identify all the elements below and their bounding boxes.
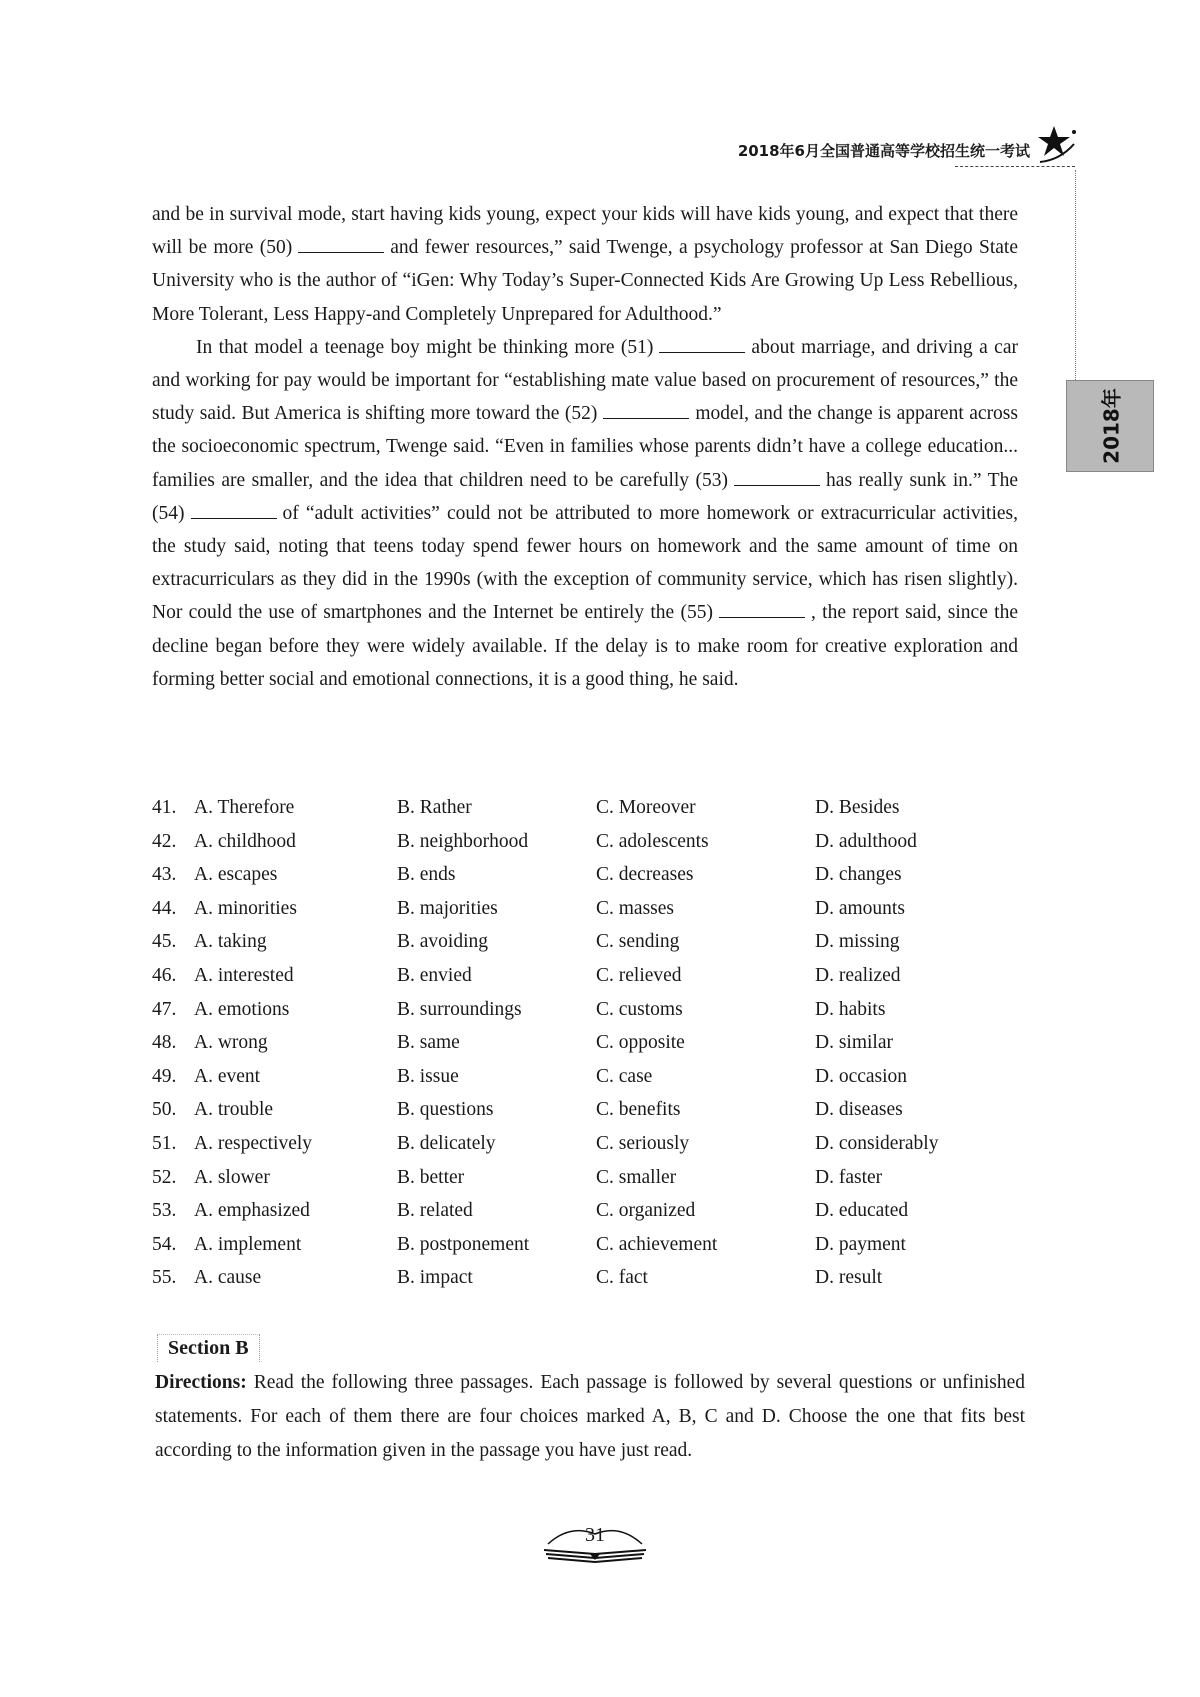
option-a: A. cause	[194, 1267, 262, 1289]
page-header-title: 2018年6月全国普通高等学校招生统一考试	[737, 142, 1030, 160]
option-a: A. escapes	[194, 864, 278, 886]
option-b: B. questions	[397, 1099, 494, 1121]
blank-52	[603, 399, 689, 420]
blank-55	[719, 598, 805, 619]
option-c: C. adolescents	[596, 830, 709, 852]
option-c: C. relieved	[596, 964, 682, 986]
option-a: A. event	[194, 1065, 261, 1087]
option-c: C. sending	[596, 931, 680, 953]
question-number: 44.	[152, 897, 177, 919]
question-number: 41.	[152, 797, 177, 818]
option-d: D. considerably	[815, 1132, 939, 1154]
question-number: 53.	[152, 1200, 177, 1222]
option-row	[152, 898, 1032, 932]
option-d: D. realized	[815, 964, 901, 986]
blank-50	[298, 233, 384, 254]
option-a: A. emphasized	[194, 1200, 310, 1222]
option-c: C. seriously	[596, 1132, 690, 1154]
option-c: C. smaller	[596, 1166, 677, 1188]
option-c: C. benefits	[596, 1099, 681, 1121]
directions	[155, 1366, 1025, 1468]
option-row	[152, 1099, 1032, 1133]
passage-text: about marriage, and driving a car and working for pay would be important for “establishing mate value based on procurement of resources,” the study said. But America is shifting more toward the (52)	[152, 336, 1018, 425]
question-number: 55.	[152, 1267, 177, 1289]
option-row	[152, 931, 1032, 965]
question-number: 42.	[152, 830, 177, 852]
option-b: B. avoiding	[397, 931, 488, 953]
option-c: C. masses	[596, 897, 674, 919]
option-c: C. case	[596, 1065, 653, 1087]
option-d: D. adulthood	[815, 830, 917, 852]
page-number: 31	[585, 1524, 605, 1546]
option-c: C. organized	[596, 1200, 696, 1222]
passage-text: In that model a teenage boy might be thinking more (51)	[196, 336, 654, 358]
option-c: C. fact	[596, 1267, 648, 1289]
option-b: B. postponement	[397, 1233, 530, 1255]
directions-label: Directions:	[155, 1372, 247, 1393]
option-d: D. habits	[815, 998, 886, 1020]
passage-paragraph-1	[152, 198, 1018, 331]
option-c: C. achievement	[596, 1233, 718, 1255]
option-d: D. amounts	[815, 897, 905, 919]
option-c: C. customs	[596, 998, 683, 1020]
option-row	[152, 1234, 1032, 1268]
option-a: A. Therefore	[194, 797, 295, 818]
question-number: 46.	[152, 964, 177, 986]
option-a: A. interested	[194, 964, 294, 986]
option-d: D. faster	[815, 1166, 883, 1188]
option-row	[152, 1167, 1032, 1201]
question-number: 43.	[152, 864, 177, 886]
option-d: D. payment	[815, 1233, 906, 1255]
option-b: B. impact	[397, 1267, 473, 1289]
option-b: B. issue	[397, 1065, 459, 1087]
section-heading: Section B	[157, 1334, 260, 1362]
option-b: B. better	[397, 1166, 465, 1188]
option-a: A. taking	[194, 931, 267, 953]
option-row	[152, 831, 1032, 865]
question-number: 49.	[152, 1065, 177, 1087]
option-b: B. same	[397, 1032, 460, 1054]
passage-text: and be in survival mode, start having kids young, expect your kids will have kids young, and expect that there will be more (50)	[152, 204, 1018, 259]
passage-text: of “adult activities” could not be attributed to more homework or extracurricular activities, the study said, noting that teens today spend fewer hours on homework and the same amount of time on extracurriculars as they did in the 1990s (with the exception of community service, which has risen slightly). Nor could the use of smartphones and the Internet be entirely the (55)	[152, 502, 1018, 624]
passage-text: has really sunk in.” The (54)	[152, 469, 1018, 524]
option-b: B. surroundings	[397, 998, 522, 1020]
option-d: D. missing	[815, 931, 900, 953]
option-d: D. diseases	[815, 1099, 903, 1121]
option-row	[152, 1267, 1032, 1301]
question-number: 54.	[152, 1233, 177, 1255]
question-number: 50.	[152, 1099, 177, 1121]
margin-rule	[1075, 170, 1076, 380]
option-a: A. wrong	[194, 1032, 268, 1054]
option-b: B. neighborhood	[397, 830, 529, 852]
option-d: D. similar	[815, 1032, 893, 1054]
passage-paragraph-2	[152, 331, 1018, 696]
question-number: 48.	[152, 1032, 177, 1054]
page-footer	[540, 1516, 650, 1566]
option-b: B. related	[397, 1200, 473, 1222]
passage-text: model, and the change is apparent across the socioeconomic spectrum, Twenge said. “Even in families whose parents didn’t have a college education... families are smaller, and the idea that children need to be carefully (53)	[152, 403, 1018, 491]
option-b: B. delicately	[397, 1132, 496, 1154]
option-c: C. opposite	[596, 1032, 685, 1054]
option-row	[152, 999, 1032, 1033]
directions-text: Read the following three passages. Each passage is followed by several questions or unfinished statements. For each of them there are four choices marked A, B, C and D. Choose the one that fits best according to the information given in the passage you have just read.	[155, 1372, 1026, 1461]
year-tab	[1066, 380, 1154, 472]
option-b: B. ends	[397, 864, 456, 886]
year-tab-label: 2018年	[1099, 388, 1124, 464]
option-d: D. result	[815, 1267, 883, 1289]
blank-54	[191, 498, 277, 519]
answer-options	[152, 797, 1032, 1301]
option-d: D. changes	[815, 864, 902, 886]
option-a: A. slower	[194, 1166, 270, 1188]
option-row	[152, 965, 1032, 999]
option-a: A. minorities	[194, 897, 297, 919]
question-number: 52.	[152, 1166, 177, 1188]
option-a: A. emotions	[194, 998, 290, 1020]
option-a: A. implement	[194, 1233, 302, 1255]
passage-text: and fewer resources,” said Twenge, a psychology professor at San Diego State University who is the author of “iGen: Why Today’s Super-Connected Kids Are Growing Up Less Rebellious, More Tolerant, Less Happy-and Completely Unprepared for Adulthood.”	[152, 237, 1018, 325]
option-a: A. childhood	[194, 830, 296, 852]
option-d: D. educated	[815, 1200, 909, 1222]
question-number: 45.	[152, 931, 177, 953]
option-a: A. trouble	[194, 1099, 274, 1121]
option-row	[152, 864, 1032, 898]
option-row	[152, 1032, 1032, 1066]
option-d: D. Besides	[815, 797, 900, 818]
option-row	[152, 1133, 1032, 1167]
option-b: B. majorities	[397, 897, 498, 919]
option-row	[152, 797, 1032, 831]
header-divider	[955, 166, 1075, 169]
option-c: C. decreases	[596, 864, 694, 886]
option-b: B. envied	[397, 964, 472, 986]
option-a: A. respectively	[194, 1132, 313, 1154]
passage	[152, 198, 1018, 696]
question-number: 47.	[152, 998, 177, 1020]
option-row	[152, 1066, 1032, 1100]
option-d: D. occasion	[815, 1065, 908, 1087]
option-c: C. Moreover	[596, 797, 696, 818]
option-row	[152, 1200, 1032, 1234]
question-number: 51.	[152, 1132, 177, 1154]
blank-53	[734, 465, 820, 486]
option-b: B. Rather	[397, 797, 472, 818]
passage-text: , the report said, since the decline began before they were widely available. If the delay is to make room for creative exploration and forming better social and emotional connections, it is a good thing, he said.	[152, 602, 1018, 690]
star-logo-icon	[1034, 122, 1078, 166]
blank-51	[659, 332, 745, 353]
